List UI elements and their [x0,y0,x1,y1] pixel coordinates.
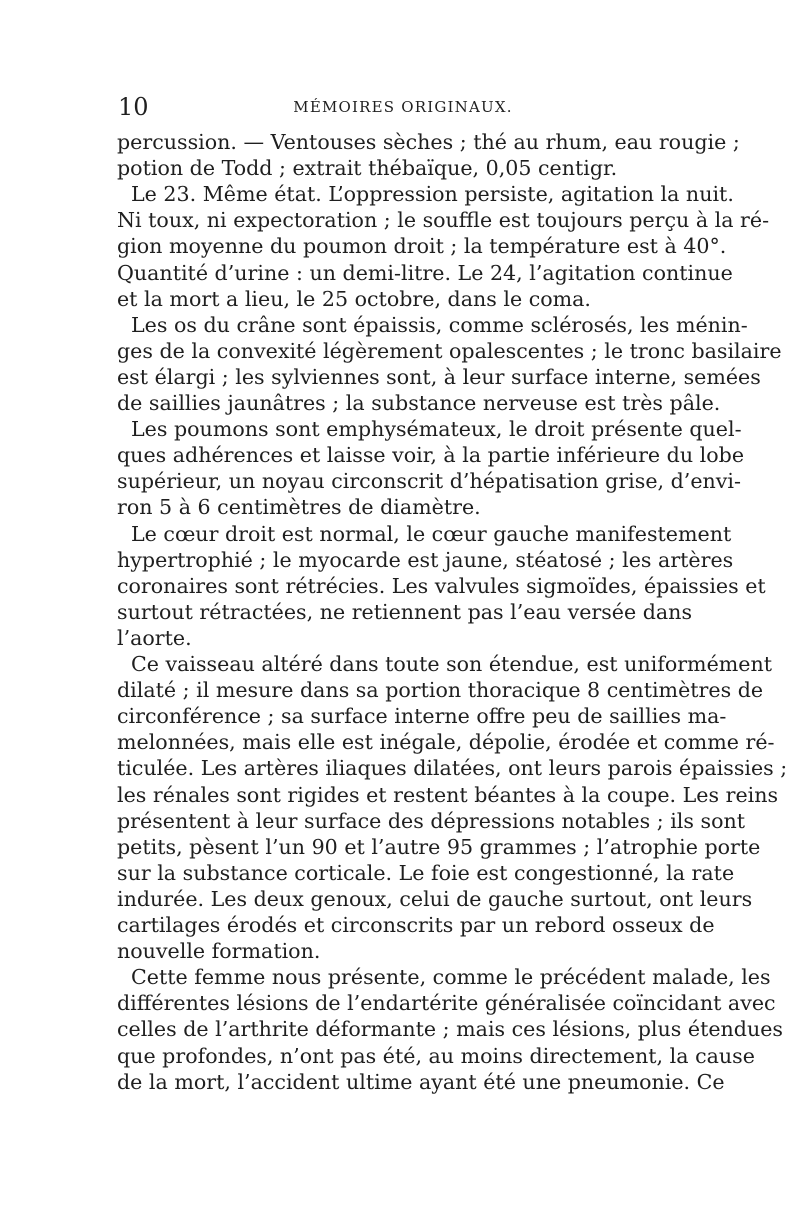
text-line: supérieur, un noyau circonscrit d’hépatisation grise, d’envi- [117,469,741,493]
text-line: Ni toux, ni expectoration ; le souffle est toujours perçu à la ré- [117,208,770,232]
text-line: et la mort a lieu, le 25 octobre, dans le coma. [117,287,591,311]
text-line: circonférence ; sa surface interne offre peu de saillies ma- [117,704,727,728]
text-line: potion de Todd ; extrait thébaïque, 0,05 centigr. [117,156,618,180]
text-line: Ce vaisseau altéré dans toute son étendue, est uniformément [131,652,773,676]
text-line: Le cœur droit est normal, le cœur gauche manifestement [131,522,732,546]
text-line: sur la substance corticale. Le foie est congestionné, la rate [117,861,735,885]
running-head [118,92,688,122]
text-line: Le 23. Même état. L’oppression persiste, agitation la nuit. [131,182,734,206]
text-line: hypertrophié ; le myocarde est jaune, stéatosé ; les artères [117,548,734,572]
text-line: coronaires sont rétrécies. Les valvules sigmoïdes, épaissies et [117,574,766,598]
text-line: melonnées, mais elle est inégale, dépolie, érodée et comme ré- [117,730,775,754]
text-line: l’aorte. [117,626,192,650]
text-line: de la mort, l’accident ultime ayant été une pneumonie. Ce [117,1070,725,1094]
text-line: ges de la convexité légèrement opalescentes ; le tronc basilaire [117,339,782,363]
text-line: nouvelle formation. [117,939,321,963]
text-line: celles de l’arthrite déformante ; mais ces lésions, plus étendues [117,1017,783,1041]
text-line: de saillies jaunâtres ; la substance nerveuse est très pâle. [117,391,721,415]
text-line: ticulée. Les artères iliaques dilatées, ont leurs parois épaissies ; [117,756,788,780]
text-line: ron 5 à 6 centimètres de diamètre. [117,495,481,519]
text-line: différentes lésions de l’endartérite généralisée coïncidant avec [117,991,776,1015]
text-line: gion moyenne du poumon droit ; la température est à 40°. [117,234,727,258]
text-line: que profondes, n’ont pas été, au moins directement, la cause [117,1044,755,1068]
text-line: présentent à leur surface des dépressions notables ; ils sont [117,809,746,833]
text-line: indurée. Les deux genoux, celui de gauche surtout, ont leurs [117,887,753,911]
page-number: 10 [118,93,149,121]
text-line: cartilages érodés et circonscrits par un rebord osseux de [117,913,715,937]
text-line: les rénales sont rigides et restent béantes à la coupe. Les reins [117,783,779,807]
running-title: MÉMOIRES ORIGINAUX. [293,98,513,116]
text-line: est élargi ; les sylviennes sont, à leur surface interne, semées [117,365,761,389]
text-line: Les os du crâne sont épaissis, comme sclérosés, les ménin- [131,313,748,337]
text-line: surtout rétractées, ne retiennent pas l’eau versée dans [117,600,693,624]
text-line: percussion. — Ventouses sèches ; thé au rhum, eau rougie ; [117,130,740,154]
text-line: Quantité d’urine : un demi-litre. Le 24, l’agitation continue [117,261,733,285]
text-line: dilaté ; il mesure dans sa portion thoracique 8 centimètres de [117,678,764,702]
text-line: Les poumons sont emphysémateux, le droit présente quel- [131,417,742,441]
text-line: petits, pèsent l’un 90 et l’autre 95 grammes ; l’atrophie porte [117,835,761,859]
text-line: ques adhérences et laisse voir, à la partie inférieure du lobe [117,443,745,467]
text-line: Cette femme nous présente, comme le précédent malade, les [131,965,771,989]
